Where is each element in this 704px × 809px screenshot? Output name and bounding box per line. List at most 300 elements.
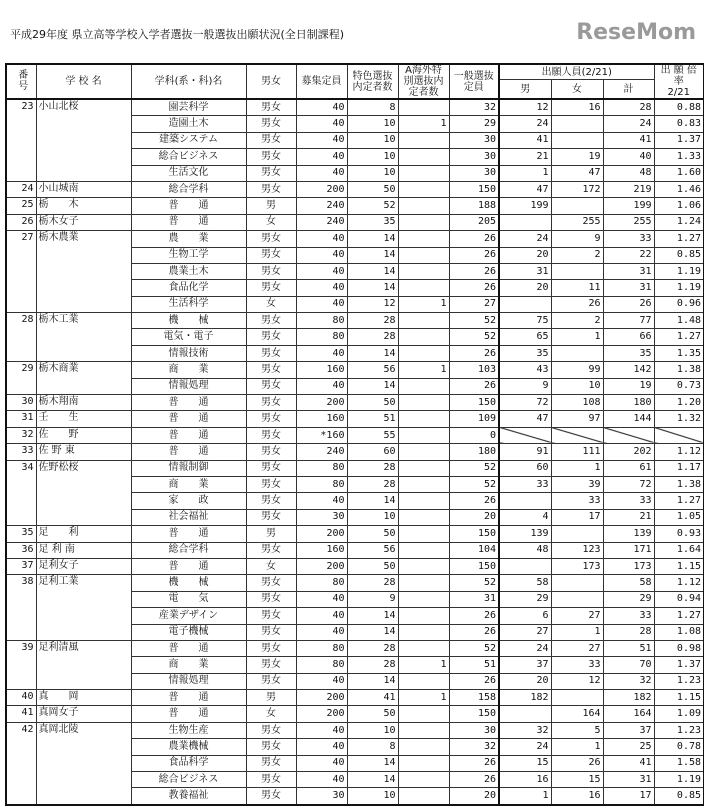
general-capacity: 26 [449,247,499,263]
capacity: 40 [296,591,347,607]
general-capacity: 188 [449,198,499,214]
table-row [6,362,704,378]
capacity: 160 [296,411,347,427]
special-selection: 14 [347,493,398,509]
total-applicants: 144 [603,411,654,427]
gender: 男女 [246,181,296,197]
male-applicants: 47 [499,181,551,197]
female-applicants: 123 [551,542,603,558]
application-ratio: 1.37 [654,657,704,673]
female-applicants [551,132,603,148]
special-selection: 28 [347,657,398,673]
overseas-selection [398,378,449,394]
male-applicants: 15 [499,755,551,771]
school-number: 30 [6,395,36,411]
general-capacity: 180 [449,444,499,460]
male-applicants: 4 [499,509,551,525]
total-applicants: 199 [603,198,654,214]
total-applicants: 26 [603,296,654,312]
gender: 男女 [246,231,296,247]
general-capacity: 20 [449,509,499,525]
female-applicants: 33 [551,657,603,673]
table-body [6,99,704,805]
female-applicants: 26 [551,755,603,771]
female-applicants: 1 [551,739,603,755]
special-selection: 14 [347,231,398,247]
general-capacity: 52 [449,329,499,345]
male-applicants: 1 [499,788,551,805]
application-ratio: 1.05 [654,509,704,525]
capacity: 40 [296,116,347,132]
male-applicants [499,427,551,443]
application-ratio: 0.98 [654,640,704,656]
general-capacity: 205 [449,214,499,230]
total-applicants: 41 [603,132,654,148]
male-applicants: 75 [499,313,551,329]
application-ratio: 1.19 [654,263,704,279]
capacity: 40 [296,624,347,640]
table-row [6,575,704,591]
application-ratio: 1.48 [654,313,704,329]
total-applicants: 171 [603,542,654,558]
total-applicants: 139 [603,526,654,542]
department: 普 通 [131,558,246,574]
male-applicants: 58 [499,575,551,591]
male-applicants: 6 [499,608,551,624]
female-applicants: 15 [551,772,603,788]
application-ratio: 1.15 [654,690,704,706]
gender: 男女 [246,149,296,165]
department: 造園土木 [131,116,246,132]
school-number: 28 [6,313,36,362]
female-applicants [551,591,603,607]
special-selection: 14 [347,624,398,640]
school-number: 25 [6,198,36,214]
department: 総合学科 [131,181,246,197]
female-applicants: 26 [551,296,603,312]
female-applicants: 5 [551,722,603,738]
overseas-selection [398,263,449,279]
total-applicants: 66 [603,329,654,345]
female-applicants: 33 [551,493,603,509]
male-applicants: 65 [499,329,551,345]
capacity: 40 [296,247,347,263]
application-ratio: 1.60 [654,165,704,181]
general-capacity: 52 [449,313,499,329]
male-applicants: 20 [499,673,551,689]
overseas-selection [398,280,449,296]
overseas-selection [398,132,449,148]
header-overseas-selection: A海外特別選抜内定者数 [398,64,449,99]
special-selection: 14 [347,378,398,394]
female-applicants [551,526,603,542]
gender: 男女 [246,493,296,509]
department: 普 通 [131,526,246,542]
gender: 男女 [246,460,296,476]
general-capacity: 26 [449,673,499,689]
general-capacity: 103 [449,362,499,378]
department: 建築システム [131,132,246,148]
male-applicants: 1 [499,165,551,181]
male-applicants: 91 [499,444,551,460]
application-ratio: 1.27 [654,329,704,345]
overseas-selection [398,198,449,214]
general-capacity: 30 [449,132,499,148]
female-applicants: 172 [551,181,603,197]
capacity: 40 [296,263,347,279]
male-applicants: 35 [499,345,551,361]
capacity: 40 [296,149,347,165]
overseas-selection [398,640,449,656]
application-ratio: 1.35 [654,345,704,361]
overseas-selection [398,395,449,411]
general-capacity: 150 [449,558,499,574]
school-number: 42 [6,722,36,804]
school-number: 41 [6,706,36,722]
total-applicants: 35 [603,345,654,361]
department: 情報処理 [131,378,246,394]
gender: 男女 [246,542,296,558]
gender: 男女 [246,444,296,460]
female-applicants: 17 [551,509,603,525]
gender: 男女 [246,345,296,361]
department: 普 通 [131,444,246,460]
department: 機 械 [131,313,246,329]
overseas-selection: 1 [398,296,449,312]
header-gender: 男女 [246,64,296,99]
department: 農業土木 [131,263,246,279]
general-capacity: 109 [449,411,499,427]
department: 食品化学 [131,280,246,296]
table-row [6,231,704,247]
female-applicants: 39 [551,476,603,492]
general-capacity: 26 [449,345,499,361]
special-selection: 9 [347,591,398,607]
department: 普 通 [131,427,246,443]
general-capacity: 26 [449,263,499,279]
application-ratio: 0.85 [654,788,704,805]
school-name: 栃木農業 [36,231,131,313]
capacity: 80 [296,575,347,591]
general-capacity: 26 [449,231,499,247]
special-selection: 50 [347,526,398,542]
special-selection: 28 [347,640,398,656]
total-applicants: 41 [603,755,654,771]
school-name: 佐野松桜 [36,460,131,526]
general-capacity: 52 [449,640,499,656]
capacity: 30 [296,788,347,805]
total-applicants: 219 [603,181,654,197]
total-applicants: 70 [603,657,654,673]
application-ratio: 1.37 [654,132,704,148]
gender: 女 [246,214,296,230]
header-number-label: 番号 [15,69,27,91]
special-selection: 28 [347,329,398,345]
special-selection: 14 [347,263,398,279]
female-applicants: 27 [551,640,603,656]
gender: 男女 [246,132,296,148]
capacity: 30 [296,509,347,525]
total-applicants: 58 [603,575,654,591]
overseas-selection [398,149,449,165]
special-selection: 28 [347,476,398,492]
special-selection: 28 [347,575,398,591]
special-selection: 10 [347,116,398,132]
department: 電 気 [131,591,246,607]
application-ratio: 0.73 [654,378,704,394]
capacity: 80 [296,313,347,329]
female-applicants: 1 [551,460,603,476]
department: 普 通 [131,411,246,427]
department: 農 業 [131,231,246,247]
special-selection: 10 [347,788,398,805]
department: 園芸科学 [131,99,246,116]
total-applicants: 29 [603,591,654,607]
application-ratio: 1.46 [654,181,704,197]
school-name: 真岡女子 [36,706,131,722]
overseas-selection [398,755,449,771]
overseas-selection: 1 [398,362,449,378]
header-ratio-label: 出 願 倍 率 [660,65,697,87]
school-name: 佐 野 [36,427,131,443]
capacity: 40 [296,378,347,394]
department: 食品科学 [131,755,246,771]
capacity: *160 [296,427,347,443]
capacity: 40 [296,755,347,771]
department: 総合学科 [131,542,246,558]
total-applicants: 28 [603,99,654,116]
female-applicants: 97 [551,411,603,427]
overseas-selection [398,247,449,263]
general-capacity: 150 [449,181,499,197]
school-name: 足利清風 [36,640,131,689]
overseas-selection [398,558,449,574]
capacity: 160 [296,362,347,378]
gender: 男女 [246,411,296,427]
department: 普 通 [131,395,246,411]
table-row [6,640,704,656]
gender: 男女 [246,657,296,673]
male-applicants: 72 [499,395,551,411]
special-selection: 14 [347,673,398,689]
male-applicants: 21 [499,149,551,165]
special-selection: 12 [347,296,398,312]
male-applicants: 20 [499,280,551,296]
male-applicants: 24 [499,640,551,656]
application-ratio: 1.19 [654,772,704,788]
general-capacity: 30 [449,165,499,181]
total-applicants: 31 [603,280,654,296]
department: 普 通 [131,690,246,706]
female-applicants: 1 [551,329,603,345]
male-applicants: 60 [499,460,551,476]
overseas-selection [398,542,449,558]
female-applicants: 111 [551,444,603,460]
special-selection: 41 [347,690,398,706]
header-total: 計 [603,80,654,100]
male-applicants: 41 [499,132,551,148]
male-applicants: 43 [499,362,551,378]
header-ratio [654,64,704,99]
school-name: 足 利 南 [36,542,131,558]
overseas-selection [398,575,449,591]
gender: 男女 [246,640,296,656]
male-applicants [499,214,551,230]
header-female: 女 [551,80,603,100]
school-number: 26 [6,214,36,230]
application-ratio: 1.38 [654,476,704,492]
department: 産業デザイン [131,608,246,624]
total-applicants: 51 [603,640,654,656]
capacity: 40 [296,99,347,116]
male-applicants: 199 [499,198,551,214]
gender: 男 [246,526,296,542]
gender: 男 [246,690,296,706]
overseas-selection [398,460,449,476]
table-row [6,313,704,329]
gender: 男女 [246,280,296,296]
capacity: 240 [296,444,347,460]
total-applicants: 31 [603,772,654,788]
male-applicants [499,558,551,574]
special-selection: 8 [347,739,398,755]
document-title: 平成29年度 県立高等学校入学者選抜一般選抜出願状況(全日制課程) [10,28,345,41]
general-capacity: 52 [449,575,499,591]
overseas-selection [398,99,449,116]
female-applicants: 2 [551,313,603,329]
department: 商 業 [131,476,246,492]
capacity: 160 [296,542,347,558]
department: 商 業 [131,362,246,378]
total-applicants: 255 [603,214,654,230]
department: 情報制御 [131,460,246,476]
department: 情報技術 [131,345,246,361]
school-name: 足 利 [36,526,131,542]
total-applicants [603,427,654,443]
school-number: 35 [6,526,36,542]
total-applicants: 77 [603,313,654,329]
school-number: 34 [6,460,36,526]
total-applicants: 28 [603,624,654,640]
school-number: 33 [6,444,36,460]
header-male: 男 [499,80,551,100]
total-applicants: 33 [603,231,654,247]
general-capacity: 26 [449,493,499,509]
gender: 男女 [246,755,296,771]
gender: 男女 [246,608,296,624]
school-name: 栃 木 [36,198,131,214]
application-status-table [5,63,704,806]
capacity: 240 [296,198,347,214]
female-applicants [551,263,603,279]
capacity: 80 [296,476,347,492]
gender: 男女 [246,395,296,411]
gender: 男女 [246,247,296,263]
school-name: 栃木翔南 [36,395,131,411]
department: 生物工学 [131,247,246,263]
capacity: 80 [296,329,347,345]
table-row [6,395,704,411]
header-capacity: 募集定員 [296,64,347,99]
gender: 女 [246,558,296,574]
school-number: 36 [6,542,36,558]
capacity: 40 [296,165,347,181]
school-number: 38 [6,575,36,641]
special-selection: 52 [347,198,398,214]
general-capacity: 26 [449,608,499,624]
department: 総合ビジネス [131,772,246,788]
school-name: 足利女子 [36,558,131,574]
special-selection: 51 [347,411,398,427]
special-selection: 55 [347,427,398,443]
overseas-selection [398,214,449,230]
overseas-selection [398,313,449,329]
gender: 男女 [246,313,296,329]
capacity: 80 [296,460,347,476]
school-name: 真岡北陵 [36,722,131,804]
gender: 男女 [246,624,296,640]
capacity: 40 [296,280,347,296]
special-selection: 10 [347,132,398,148]
female-applicants: 255 [551,214,603,230]
department: 生活文化 [131,165,246,181]
gender: 男女 [246,427,296,443]
female-applicants: 99 [551,362,603,378]
table-row [6,722,704,738]
gender: 男女 [246,772,296,788]
male-applicants: 48 [499,542,551,558]
overseas-selection [398,427,449,443]
capacity: 40 [296,722,347,738]
overseas-selection [398,345,449,361]
male-applicants: 24 [499,231,551,247]
department: 農業機械 [131,739,246,755]
application-ratio: 1.17 [654,460,704,476]
overseas-selection [398,493,449,509]
application-ratio: 1.24 [654,214,704,230]
application-ratio: 0.85 [654,247,704,263]
gender: 男女 [246,476,296,492]
overseas-selection: 1 [398,116,449,132]
special-selection: 10 [347,509,398,525]
capacity: 40 [296,673,347,689]
general-capacity: 26 [449,378,499,394]
overseas-selection [398,673,449,689]
department: 総合ビジネス [131,149,246,165]
table-row [6,460,704,476]
total-applicants: 33 [603,493,654,509]
gender: 男女 [246,509,296,525]
overseas-selection [398,411,449,427]
department: 教養福祉 [131,788,246,805]
female-applicants [551,345,603,361]
female-applicants: 10 [551,378,603,394]
application-ratio: 1.12 [654,575,704,591]
total-applicants: 164 [603,706,654,722]
gender: 男女 [246,788,296,805]
special-selection: 56 [347,362,398,378]
special-selection: 14 [347,772,398,788]
male-applicants: 9 [499,378,551,394]
general-capacity: 52 [449,476,499,492]
female-applicants: 19 [551,149,603,165]
general-capacity: 26 [449,755,499,771]
table-row [6,444,704,460]
table-row [6,427,704,443]
general-capacity: 30 [449,149,499,165]
capacity: 40 [296,296,347,312]
male-applicants: 29 [499,591,551,607]
